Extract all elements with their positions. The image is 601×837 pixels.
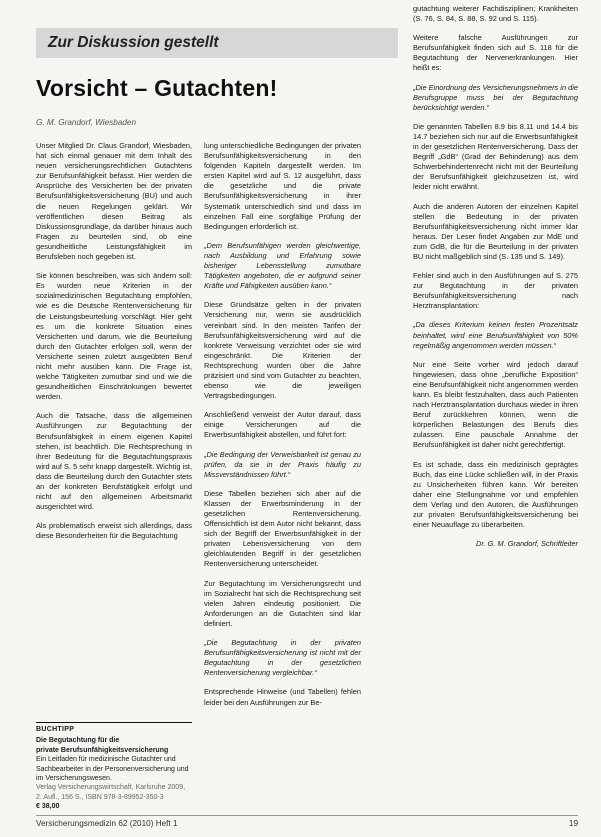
quoted-paragraph: „Die Bedingung der Verweisbarkeit ist genau zu prüfen, da sie in der Praxis häufig zu Missverständnissen führt.“ (204, 449, 361, 479)
body-paragraph: Auch die Tatsache, dass die allgemeinen Ausführungen zur Begutachtung der Berufsunfähigkeit in einem eigenen Kapitel stehen, ist beachtlich. Die Rechtsprechung in ihrer Bedeutung für die Begutachtungspraxis wird auf S. 5 sehr knapp dargestellt. Wichtig ist, dass die Beurteilung durch den Gutachter stets an der konkreten Berufstätigkeit erfolgt und nicht auf den allgemeinen Arbeitsmarkt ausgerichtet wird. (36, 411, 192, 512)
column-3 (413, 4, 578, 558)
body-paragraph: Entsprechende Hinweise (und Tabellen) fehlen leider bei den Ausführungen zur Be- (204, 687, 361, 707)
book-tip-box (36, 722, 192, 812)
book-tip-meta: Verlag Versicherungswirtschaft, Karlsruhe 2009, 2. Aufl., 156 S., ISBN 978-3-89952-350-3 (36, 784, 186, 801)
column-1 (36, 141, 192, 550)
body-paragraph: gutachtung weiterer Fachdisziplinen; Krankheiten (S. 76, S. 84, S. 88, S. 92 und S. 115). (413, 4, 578, 24)
body-paragraph: Zur Begutachtung im Versicherungsrecht und im Sozialrecht hat sich die Rechtsprechung seit vielen Jahren eindeutig positioniert. Die Anforderungen an die Gutachten sind klar definiert. (204, 578, 361, 628)
body-paragraph: Fehler sind auch in den Ausführungen auf S. 275 zur Begutachtung in der privaten Berufsunfähigkeitsversicherung nach Herztransplantation: (413, 271, 578, 311)
body-paragraph: Unser Mitglied Dr. Claus Grandorf, Wiesbaden, hat sich einmal genauer mit dem Inhalt des neuen versicherungsrechtlichen Gutachtens zur Berufsunfähigkeit befasst. Hier werden die Ansprüche des Versicherten bei der privaten Berufsunfähigkeitsversicherung (BU) und auch die neuen Regelungen geklärt. Wir veröffentlichen diesen Beitrag als Diskussionsgrundlage, da darüber hinaus auch Fragen zu beurteilen sind, ob eine gesundheitliche Leistungsfähigkeit im Berufsleben noch gegeben ist. (36, 141, 192, 262)
quoted-paragraph: „Die Einordnung des Versicherungsnehmers in die Berufsgruppe muss bei der Begutachtung berücksichtigt werden.“ (413, 82, 578, 112)
body-paragraph: Als problematisch erweist sich allerdings, dass diese Besonderheiten für die Begutachtung (36, 521, 192, 541)
body-paragraph: Diese Tabellen beziehen sich aber auf die Klassen der Erwerbsminderung in der gesetzlichen Rentenversicherung. Offensichtlich ist dem Autor nicht bekannt, dass sich der Begriff der Erwerbsunfähigkeit in der privaten Lebensversicherung von dem gleichlautenden Begriff in der gesetzlichen Rentenversicherung unterscheidet. (204, 488, 361, 569)
article-title: Vorsicht – Gutachten! (36, 75, 278, 101)
body-paragraph: Weitere falsche Ausführungen zur Berufsunfähigkeit finden sich auf S. 118 für die Begutachtung der Nervenerkrankungen. Hier heißt es: (413, 33, 578, 73)
quoted-paragraph: „Die Begutachtung in der privaten Berufsunfähigkeitsversicherung ist nicht mit der Begutachtung in der gesetzlichen Rentenversicherung vergleichbar.“ (204, 638, 361, 678)
body-paragraph: Sie können beschreiben, was sich ändern soll: Es wurden neue Kriterien in der sozialmedizinischen Begutachtung empfohlen, wie es die Deutsche Rentenversicherung für die Leistungsbeurteilung vorschlägt. Hier geht es um die konkrete Situation eines Versicherten und darum, wie die Beurteilung durch den Gutachter erfolgen soll, wenn der Versicherte seinen zuletzt ausgeübten Beruf nicht mehr ausüben kann. Die Frage ist, welche Tätigkeiten zumutbar sind und wie die gesundheitlichen Einschränkungen bewertet werden. (36, 271, 192, 402)
column-2 (204, 141, 361, 717)
body-paragraph: Auch die anderen Autoren der einzelnen Kapitel stellen die Bedeutung in der privaten Berufsunfähigkeitsversicherung nicht immer klar heraus. Der Leser findet Angaben zur MdE und zum GdB, die für die Beurteilung in der privaten BU nicht maßgeblich sind (S. 135 und S. 149). (413, 201, 578, 261)
article-author: G. M. Grandorf, Wiesbaden (36, 118, 137, 127)
footer-rule (36, 815, 578, 816)
body-paragraph: Es ist schade, dass ein medizinisch geprägtes Buch, das eine Lücke schließen will, in der Praxis zu Unsicherheiten führen kann. Wir bereiten daher eine Stellungnahme vor und empfehlen dem Verlag und den Autoren, die Ausführungen zur privaten Berufsunfähigkeitsversicherung bei einer Neuauflage zu überarbeiten. (413, 459, 578, 530)
section-banner: Zur Diskussion gestellt (36, 28, 398, 58)
author-signature: Dr. G. M. Grandorf, Schriftleiter (476, 539, 578, 549)
book-tip-title-line-2: private Berufsunfähigkeitsversicherung (36, 746, 169, 754)
body-paragraph: Anschließend verweist der Autor darauf, dass einige Versicherungen auf die Erwerbsunfähigkeit abstellen, und führt fort: (204, 410, 361, 440)
page-number: 19 (568, 819, 578, 828)
body-paragraph: Diese Grundsätze gelten in der privaten Versicherung nur, wenn sie ausdrücklich vereinbart sind. In den meisten Tarifen der Berufsunfähigkeitsversicherung wird auf die konkrete Verweisung verzichtet oder sie wird eingeschränkt. Die Kriterien der Rechtsprechung wurden über die Jahre präzisiert und sind vom Gutachter zu beachten, ebenso wie die jeweiligen Vertragsbedingungen. (204, 300, 361, 401)
journal-reference: Versicherungsmedizin 62 (2010) Heft 1 (36, 819, 178, 828)
body-paragraph: lung unterschiedliche Bedingungen der privaten Berufsunfähigkeitsversicherung in den folgenden Kapiteln dargestellt werden. Im ersten Kapitel wird auf S. 12 ausgeführt, dass die gesetzliche und die private Berufsunfähigkeitsversicherung in ihrer Systematik unterschiedlich sind und dass im einzelnen Fall eine sorgfältige Prüfung der Bedingungen erforderlich ist. (204, 141, 361, 231)
body-paragraph: Nur eine Seite vorher wird jedoch darauf hingewiesen, dass ohne „berufliche Exposition“ eine Berufsunfähigkeit nicht angenommen werden kann. Es bleibt festzuhalten, dass auch Patienten nach Herztransplantation durchaus wieder in ihren Beruf zurückkehren können, wenn die körperlichen Belastungen des Berufs dies zulassen. Eine pauschale Annahme der Berufsunfähigkeit ist daher nicht gerechtfertigt. (413, 359, 578, 450)
body-paragraph: Die genannten Tabellen 8.9 bis 8.11 und 14.4 bis 14.7 beziehen sich nur auf die Erwerbsunfähigkeit in der gesetzlichen Rentenversicherung. Dass der Begriff „GdB“ (Grad der Behinderung) aus dem Schwerbehindertenrecht nicht mit der Beurteilung der Berufsunfähigkeit gleichzusetzen ist, wird leider nicht erwähnt. (413, 121, 578, 192)
book-tip-price: € 38,00 (36, 803, 60, 811)
book-tip-title-line-1: Die Begutachtung für die (36, 737, 120, 745)
book-tip-body: Ein Leitfaden für medizinische Gutachter und Sachbearbeiter in der Personenversicherung und im Versicherungswesen. (36, 756, 189, 783)
book-tip-heading: BUCHTIPP (36, 722, 192, 734)
quoted-paragraph: „Dem Berufsunfähigen werden gleichwertige, nach Ausbildung und Erfahrung sowie bisheriger Lebensstellung zumutbare Tätigkeiten angeboten, die er aufgrund seiner Kräfte und Fähigkeiten ausüben kann.“ (204, 240, 361, 291)
quoted-paragraph: „Da dieses Kriterium keinen festen Prozentsatz beinhaltet, wird eine Berufsunfähigkeit von 50% regelmäßig angenommen werden müssen.“ (413, 320, 578, 350)
